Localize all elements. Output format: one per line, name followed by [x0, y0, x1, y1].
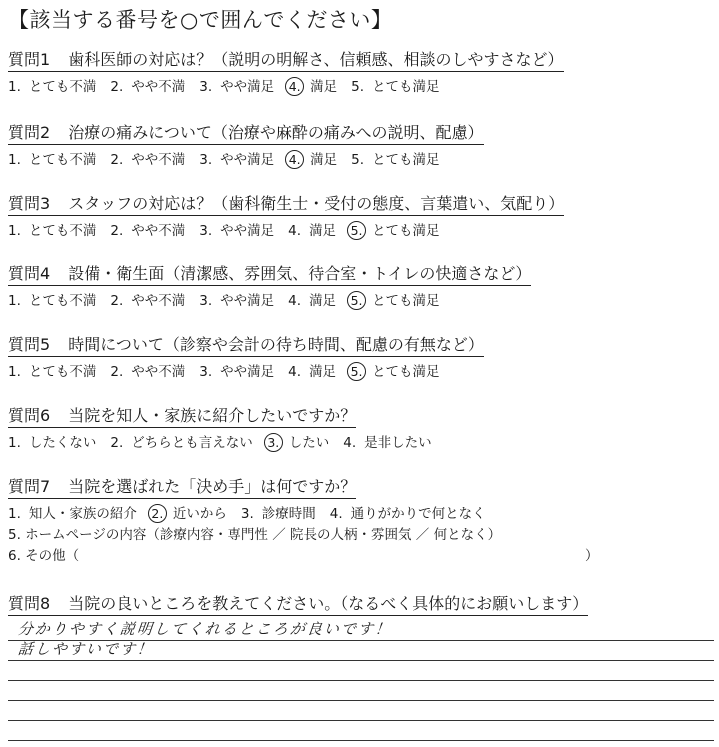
- option-5[interactable]: [351, 151, 439, 169]
- option-1[interactable]: [8, 434, 96, 452]
- question-4: [8, 264, 531, 310]
- option-number: 1.: [8, 222, 21, 239]
- option-2[interactable]: [110, 363, 185, 381]
- option-other-label: 6. その他（: [8, 548, 80, 564]
- options-row: [8, 221, 564, 240]
- answer-area: [8, 621, 714, 741]
- question-number: 質問5: [8, 335, 51, 354]
- question-text: 当院を選ばれた「決め手」は何ですか？: [68, 477, 357, 496]
- answer-line[interactable]: [8, 661, 714, 681]
- option-label: したい: [288, 434, 330, 451]
- option-label: とても満足: [372, 151, 440, 168]
- option-number: 4.: [343, 434, 357, 451]
- options-row: [8, 77, 564, 96]
- option-number: 3.: [199, 222, 213, 239]
- question-text: 時間について（診察や会計の待ち時間、配慮の有無など）: [68, 335, 484, 354]
- option-number: 3.: [199, 292, 213, 309]
- option-3[interactable]: [199, 151, 274, 169]
- question-number: 質問2: [8, 123, 51, 142]
- handwritten-answer: 分かりやすく説明してくれるところが良いです！: [17, 620, 393, 638]
- option-number: 1.: [8, 78, 21, 95]
- option-number: 3.: [264, 433, 283, 452]
- question-heading: [8, 50, 564, 72]
- answer-line[interactable]: [8, 641, 714, 661]
- option-label: とても不満: [28, 292, 97, 309]
- question-3: [8, 194, 564, 240]
- answer-line[interactable]: [8, 701, 714, 721]
- question-heading: [8, 123, 484, 145]
- question-heading: [8, 406, 356, 428]
- option-1[interactable]: [8, 292, 96, 310]
- option-1[interactable]: [8, 151, 96, 169]
- option-2-selected[interactable]: [151, 504, 227, 523]
- option-number: 4.: [285, 150, 304, 169]
- option-number: 4.: [288, 292, 302, 309]
- answer-line[interactable]: [8, 721, 714, 741]
- question-8: [8, 594, 588, 616]
- option-4[interactable]: [330, 505, 486, 523]
- option-label: どちらとも言えない: [131, 434, 253, 451]
- option-label: 知人・家族の紹介: [28, 505, 137, 522]
- option-label: 満足: [309, 222, 337, 239]
- option-number: 4.: [288, 222, 302, 239]
- question-text: 当院を知人・家族に紹介したいですか？: [68, 406, 357, 425]
- option-number: 5.: [347, 362, 366, 381]
- option-label: やや不満: [131, 151, 186, 168]
- instruction-title: 【該当する番号を○で囲んでください】: [8, 8, 393, 32]
- option-label: 満足: [310, 78, 338, 95]
- option-number: 1.: [8, 505, 21, 522]
- question-text: 設備・衛生面（清潔感、雰囲気、待合室・トイレの快適さなど）: [68, 264, 532, 283]
- option-1[interactable]: [8, 363, 96, 381]
- option-1[interactable]: [8, 78, 96, 96]
- option-number: 3.: [199, 363, 213, 380]
- option-label: とても満足: [372, 78, 440, 95]
- option-label: とても不満: [28, 363, 97, 380]
- option-4-selected[interactable]: [288, 150, 337, 169]
- option-number: 3.: [240, 505, 254, 522]
- question-6: [8, 406, 432, 452]
- option-label: 満足: [309, 363, 337, 380]
- option-4[interactable]: [288, 222, 336, 240]
- option-number: 2.: [110, 363, 124, 380]
- option-label: とても不満: [28, 78, 97, 95]
- option-label: 満足: [309, 292, 337, 309]
- option-label: やや不満: [131, 292, 186, 309]
- option-2[interactable]: [110, 434, 252, 452]
- option-label: とても満足: [372, 363, 440, 380]
- option-4[interactable]: [288, 292, 336, 310]
- option-label: やや満足: [220, 151, 275, 168]
- option-label: したくない: [28, 434, 97, 451]
- option-number: 2.: [110, 151, 124, 168]
- option-label: やや満足: [220, 292, 275, 309]
- option-label: 是非したい: [364, 434, 432, 451]
- option-number: 3.: [199, 78, 213, 95]
- option-label: 近いから: [172, 505, 227, 522]
- option-number: 5.: [351, 78, 365, 95]
- option-number: 4.: [288, 363, 302, 380]
- option-label: とても満足: [372, 222, 440, 239]
- options-row: [8, 504, 714, 523]
- option-number: 1.: [8, 363, 21, 380]
- question-number: 質問7: [8, 477, 51, 496]
- options-row: [8, 433, 432, 452]
- option-label: とても満足: [372, 292, 440, 309]
- option-3[interactable]: [199, 78, 274, 96]
- option-3[interactable]: [199, 363, 274, 381]
- option-2[interactable]: [110, 292, 185, 310]
- question-2: [8, 123, 484, 169]
- question-text: 治療の痛みについて（治療や麻酔の痛みへの説明、配慮）: [68, 123, 484, 142]
- question-heading: [8, 264, 531, 286]
- option-number: 2.: [110, 434, 124, 451]
- options-row: [8, 362, 484, 381]
- option-number: 1.: [8, 434, 21, 451]
- option-label: やや不満: [131, 222, 186, 239]
- question-number: 質問4: [8, 264, 51, 283]
- option-number: 2.: [110, 222, 124, 239]
- question-number: 質問3: [8, 194, 51, 213]
- option-number: 4.: [329, 505, 343, 522]
- option-5[interactable]: [351, 78, 439, 96]
- question-text: 当院の良いところを教えてください。（なるべく具体的にお願いします）: [68, 594, 589, 613]
- question-number: 質問1: [8, 50, 51, 69]
- answer-line[interactable]: [8, 681, 714, 701]
- question-1: [8, 50, 564, 96]
- question-number: 質問6: [8, 406, 51, 425]
- option-3-selected[interactable]: [267, 433, 330, 452]
- handwritten-answer: 話しやすいです！: [17, 640, 155, 658]
- question-5: [8, 335, 484, 381]
- option-number: 2.: [110, 292, 124, 309]
- option-label: やや満足: [220, 78, 275, 95]
- option-other-close: ）: [585, 548, 599, 564]
- option-label: とても不満: [28, 151, 97, 168]
- question-heading: [8, 477, 356, 499]
- option-2[interactable]: [110, 78, 185, 96]
- question-heading: [8, 594, 588, 616]
- question-text: スタッフの対応は？（歯科衛生士・受付の態度、言葉遣い、気配り）: [68, 194, 565, 213]
- option-5-selected[interactable]: [350, 362, 440, 381]
- option-3[interactable]: [199, 222, 274, 240]
- option-4-selected[interactable]: [288, 77, 337, 96]
- question-number: 質問8: [8, 594, 51, 613]
- option-1[interactable]: [8, 222, 96, 240]
- option-3[interactable]: [199, 292, 274, 310]
- option-number: 5.: [351, 151, 365, 168]
- option-number: 4.: [285, 77, 304, 96]
- option-number: 2.: [148, 504, 167, 523]
- option-label: やや不満: [131, 363, 186, 380]
- question-7: [8, 477, 714, 565]
- options-row: [8, 291, 531, 310]
- option-number: 1.: [8, 151, 21, 168]
- option-2[interactable]: [110, 222, 185, 240]
- question-heading: [8, 335, 484, 357]
- option-other: [8, 547, 714, 565]
- option-number: 3.: [199, 151, 213, 168]
- option-3[interactable]: [241, 505, 316, 523]
- option-5-selected[interactable]: [350, 291, 440, 310]
- option-label: やや満足: [220, 222, 275, 239]
- options-row: [8, 150, 484, 169]
- question-heading: [8, 194, 564, 216]
- option-4[interactable]: [343, 434, 431, 452]
- option-number: 5.: [347, 221, 366, 240]
- option-1[interactable]: [8, 505, 137, 523]
- option-label: 満足: [310, 151, 338, 168]
- option-label: 通りがかりで何となく: [350, 505, 486, 522]
- option-label: やや満足: [220, 363, 275, 380]
- option-2[interactable]: [110, 151, 185, 169]
- question-text: 歯科医師の対応は？（説明の明解さ、信頼感、相談のしやすさなど）: [68, 50, 564, 69]
- option-label: とても不満: [28, 222, 97, 239]
- option-homepage: 5. ホームページの内容（診療内容・専門性 ／ 院長の人柄・雰囲気 ／ 何となく）: [8, 527, 502, 543]
- option-label: 診療時間: [261, 505, 316, 522]
- option-label: やや不満: [131, 78, 186, 95]
- option-number: 5.: [347, 291, 366, 310]
- option-4[interactable]: [288, 363, 336, 381]
- option-number: 1.: [8, 292, 21, 309]
- option-5-selected[interactable]: [350, 221, 440, 240]
- option-number: 2.: [110, 78, 124, 95]
